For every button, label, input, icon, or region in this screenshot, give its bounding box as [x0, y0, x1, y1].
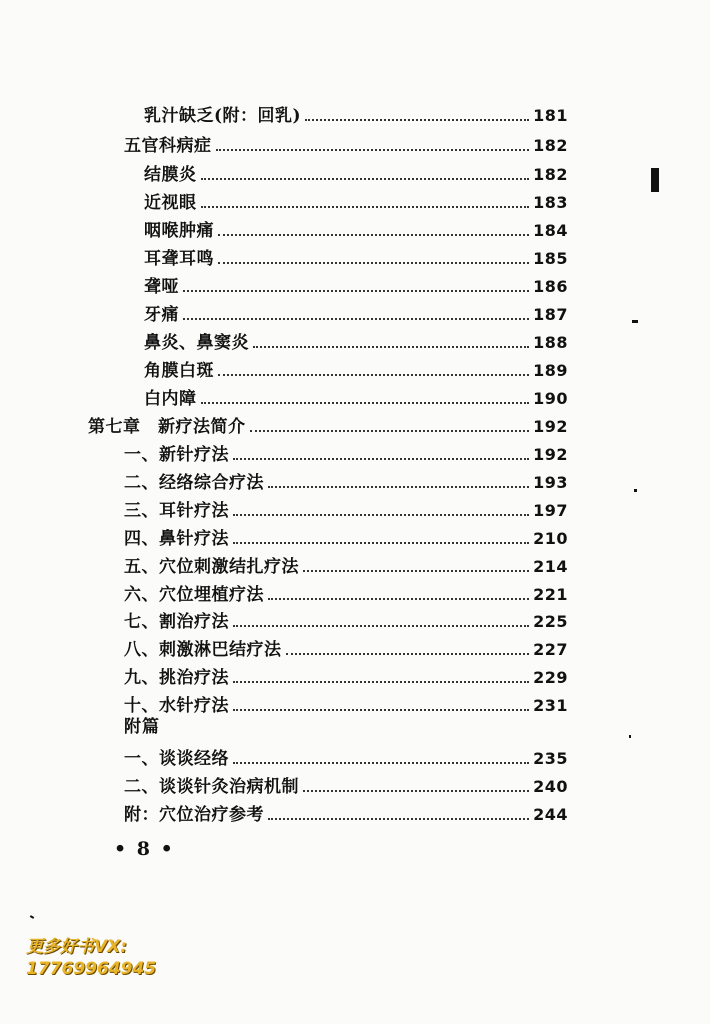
- toc-entry-label: 八、刺激淋巴结疗法: [124, 640, 282, 660]
- toc-entry-incision-therapy: [124, 606, 568, 632]
- toc-entry-label: 十、水针疗法: [124, 696, 229, 716]
- toc-entry-page: 189: [533, 361, 568, 380]
- scan-speck: [651, 168, 659, 192]
- toc-entry-page: 190: [533, 389, 568, 408]
- toc-entry-page: 227: [533, 640, 568, 659]
- toc-entry-label: 五官科病症: [124, 136, 212, 156]
- toc-entry-label: 咽喉肿痛: [144, 221, 214, 241]
- toc-entry-point-reference: [124, 799, 568, 825]
- toc-entry-page: 221: [533, 585, 568, 604]
- leader-dots: [233, 542, 529, 544]
- toc-entry-mechanism-talk: [124, 771, 568, 797]
- leader-dots: [303, 570, 529, 572]
- toc-entry-lactation: [144, 100, 568, 126]
- toc-entry-page: 197: [533, 501, 568, 520]
- toc-entry-lymph-stimulation: [124, 634, 568, 660]
- watermark-text: [26, 936, 156, 980]
- leader-dots: [250, 430, 530, 432]
- toc-entry-page: 183: [533, 193, 568, 212]
- leader-dots: [218, 374, 529, 376]
- toc-entry-label: 角膜白斑: [144, 361, 214, 381]
- toc-entry-rhinitis: [144, 327, 568, 353]
- leader-dots: [201, 178, 530, 180]
- toc-entry-water-acupuncture: [124, 690, 568, 716]
- toc-entry-page: 185: [533, 249, 568, 268]
- toc-entry-label: 二、谈谈针灸治病机制: [124, 777, 299, 797]
- toc-entry-page: 240: [533, 777, 568, 796]
- toc-entry-label: 五、穴位刺激结扎疗法: [124, 557, 299, 577]
- toc-entry-page: 225: [533, 612, 568, 631]
- leader-dots: [233, 681, 529, 683]
- leader-dots: [268, 598, 529, 600]
- toc-chapter-label: 第七章 新疗法简介: [88, 417, 246, 437]
- toc-entry-page: 186: [533, 277, 568, 296]
- toc-entry-point-implant: [124, 579, 568, 605]
- toc-entry-pricking-therapy: [124, 662, 568, 688]
- toc-entry-label: 六、穴位埋植疗法: [124, 585, 264, 605]
- toc-entry-page: 188: [533, 333, 568, 352]
- toc-entry-page: 214: [533, 557, 568, 576]
- leader-dots: [286, 653, 530, 655]
- toc-entry-label: 七、割治疗法: [124, 612, 229, 632]
- toc-entry-label: 一、新针疗法: [124, 445, 229, 465]
- toc-entry-page: 182: [533, 136, 568, 155]
- toc-entry-label: 聋哑: [144, 277, 179, 297]
- page-number: • 8 •: [114, 838, 175, 860]
- toc-entry-page: 210: [533, 529, 568, 548]
- toc-entry-label: 四、鼻针疗法: [124, 529, 229, 549]
- leader-dots: [305, 119, 529, 121]
- toc-entry-tinnitus: [144, 243, 568, 269]
- toc-entry-label: 结膜炎: [144, 165, 197, 185]
- toc-entry-conjunctivitis: [144, 159, 568, 185]
- scan-speck: [30, 915, 34, 919]
- toc-entry-page: 192: [533, 417, 568, 436]
- leader-dots: [216, 149, 530, 151]
- toc-entry-new-acupuncture: [124, 439, 568, 465]
- leader-dots: [233, 709, 529, 711]
- toc-entry-label: 一、谈谈经络: [124, 749, 229, 769]
- toc-chapter-seven: [88, 411, 568, 437]
- leader-dots: [233, 458, 529, 460]
- leader-dots: [201, 402, 530, 404]
- toc-entry-page: 184: [533, 221, 568, 240]
- leader-dots: [253, 346, 529, 348]
- toc-entry-page: 231: [533, 696, 568, 715]
- watermark-line-2: 17769964945: [26, 959, 157, 979]
- leader-dots: [268, 486, 529, 488]
- toc-entry-label: 近视眼: [144, 193, 197, 213]
- leader-dots: [218, 262, 529, 264]
- toc-entry-page: 229: [533, 668, 568, 687]
- leader-dots: [233, 762, 529, 764]
- toc-entry-label: 耳聋耳鸣: [144, 249, 214, 269]
- toc-entry-point-ligation: [124, 551, 568, 577]
- toc-entry-meridians-talk: [124, 743, 568, 769]
- toc-entry-page: 244: [533, 805, 568, 824]
- toc-entry-toothache: [144, 299, 568, 325]
- leader-dots: [303, 790, 529, 792]
- leader-dots: [233, 514, 529, 516]
- toc-entry-page: 181: [533, 106, 568, 125]
- appendix-title: 附篇: [124, 717, 160, 737]
- leader-dots: [183, 318, 529, 320]
- toc-entry-deaf-mute: [144, 271, 568, 297]
- toc-entry-label: 白内障: [144, 389, 197, 409]
- toc-entry-ear-acupuncture: [124, 495, 568, 521]
- toc-entry-page: 187: [533, 305, 568, 324]
- toc-entry-facial-organs: [124, 130, 568, 156]
- toc-entry-label: 牙痛: [144, 305, 179, 325]
- toc-entry-label: 三、耳针疗法: [124, 501, 229, 521]
- scan-speck: [629, 735, 631, 738]
- toc-entry-label: 附：穴位治疗参考: [124, 805, 264, 825]
- leader-dots: [183, 290, 529, 292]
- scan-speck: [632, 320, 638, 323]
- toc-entry-myopia: [144, 187, 568, 213]
- toc-entry-label: 乳汁缺乏(附：回乳): [144, 106, 302, 126]
- scan-speck: [634, 489, 637, 492]
- watermark-line-1: 更多好书VX:: [26, 937, 128, 957]
- leader-dots: [268, 818, 529, 820]
- toc-entry-label: 二、经络综合疗法: [124, 473, 264, 493]
- toc-entry-page: 182: [533, 165, 568, 184]
- toc-entry-cataract: [144, 383, 568, 409]
- toc-entry-label: 鼻炎、鼻窦炎: [144, 333, 249, 353]
- leader-dots: [233, 625, 529, 627]
- toc-entry-nose-acupuncture: [124, 523, 568, 549]
- leader-dots: [218, 234, 529, 236]
- toc-entry-page: 193: [533, 473, 568, 492]
- toc-entry-page: 235: [533, 749, 568, 768]
- toc-entry-meridian-therapy: [124, 467, 568, 493]
- toc-entry-page: 192: [533, 445, 568, 464]
- toc-entry-label: 九、挑治疗法: [124, 668, 229, 688]
- toc-entry-sore-throat: [144, 215, 568, 241]
- toc-entry-leucoma: [144, 355, 568, 381]
- leader-dots: [201, 206, 530, 208]
